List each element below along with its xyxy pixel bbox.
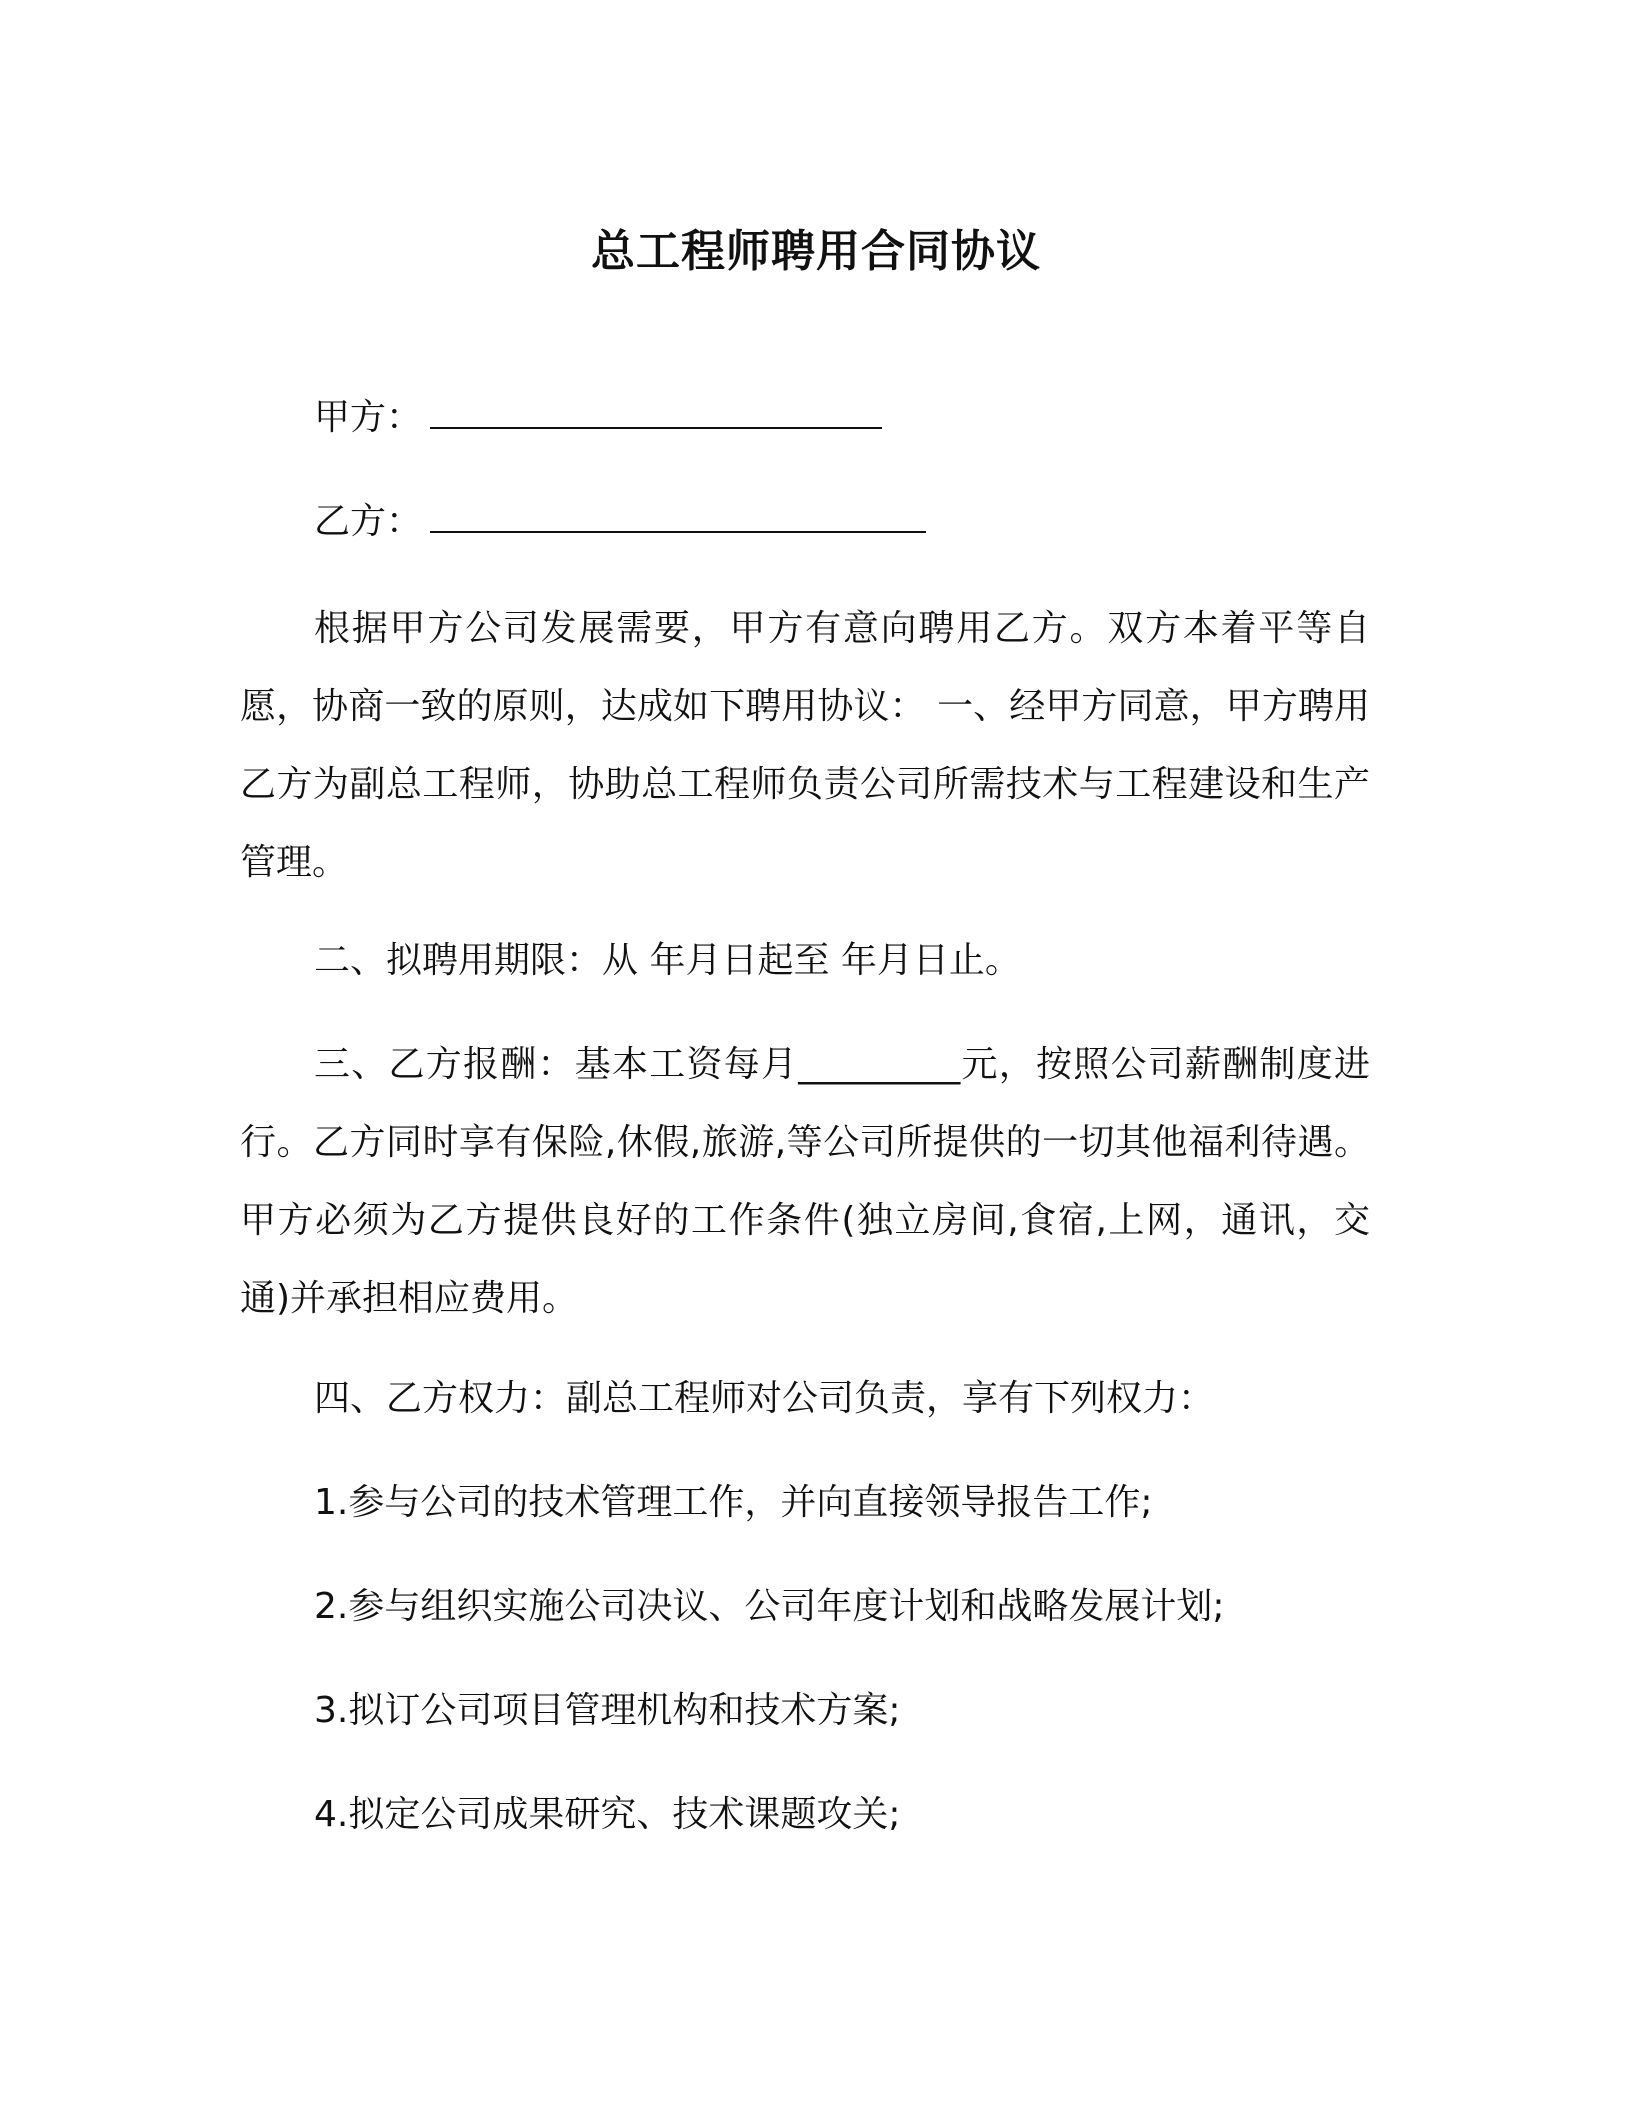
rights-item-2: 2.参与组织实施公司决议、公司年度计划和战略发展计划; (314, 1586, 1225, 1627)
rights-item-4: 4.拟定公司成果研究、技术课题攻关; (314, 1794, 901, 1835)
rights-heading: 四、乙方权力：副总工程师对公司负责，享有下列权力： (314, 1378, 1215, 1419)
pay-clause-suffix: 元，按照公司薪酬制度进行。乙方同时享有保险,休假,旅游,等公司所提供的一切其他福利待遇。甲方必须为乙方提供良好的工作条件(独立房间,食宿,上网，通讯，交通)并承担相应费用。 (240, 1044, 1370, 1319)
intro-paragraph: 根据甲方公司发展需要，甲方有意向聘用乙方。双方本着平等自愿，协商一致的原则，达成如下聘用协议： 一、经甲方同意，甲方聘用乙方为副总工程师，协助总工程师负责公司所需技术与工程建设和生产管理。 (240, 608, 1370, 883)
term-clause: 二、拟聘用期限：从 年月日起至 年月日止。 (314, 940, 1021, 981)
pay-clause (240, 1026, 1370, 1338)
party-a-line (314, 392, 882, 444)
rights-item-3: 3.拟订公司项目管理机构和技术方案; (314, 1690, 901, 1731)
document-title: 总工程师聘用合同协议 (591, 226, 1041, 277)
pay-clause-prefix: 三、乙方报酬：基本工资每月 (314, 1044, 799, 1085)
party-b-blank (430, 499, 926, 533)
party-b-line (314, 496, 926, 548)
party-a-blank (430, 395, 882, 429)
party-b-label: 乙方： (314, 501, 423, 542)
rights-item-1: 1.参与公司的技术管理工作，并向直接领导报告工作; (314, 1482, 1153, 1523)
pay-blank: _________ (798, 1044, 961, 1085)
party-a-label: 甲方： (314, 397, 423, 438)
